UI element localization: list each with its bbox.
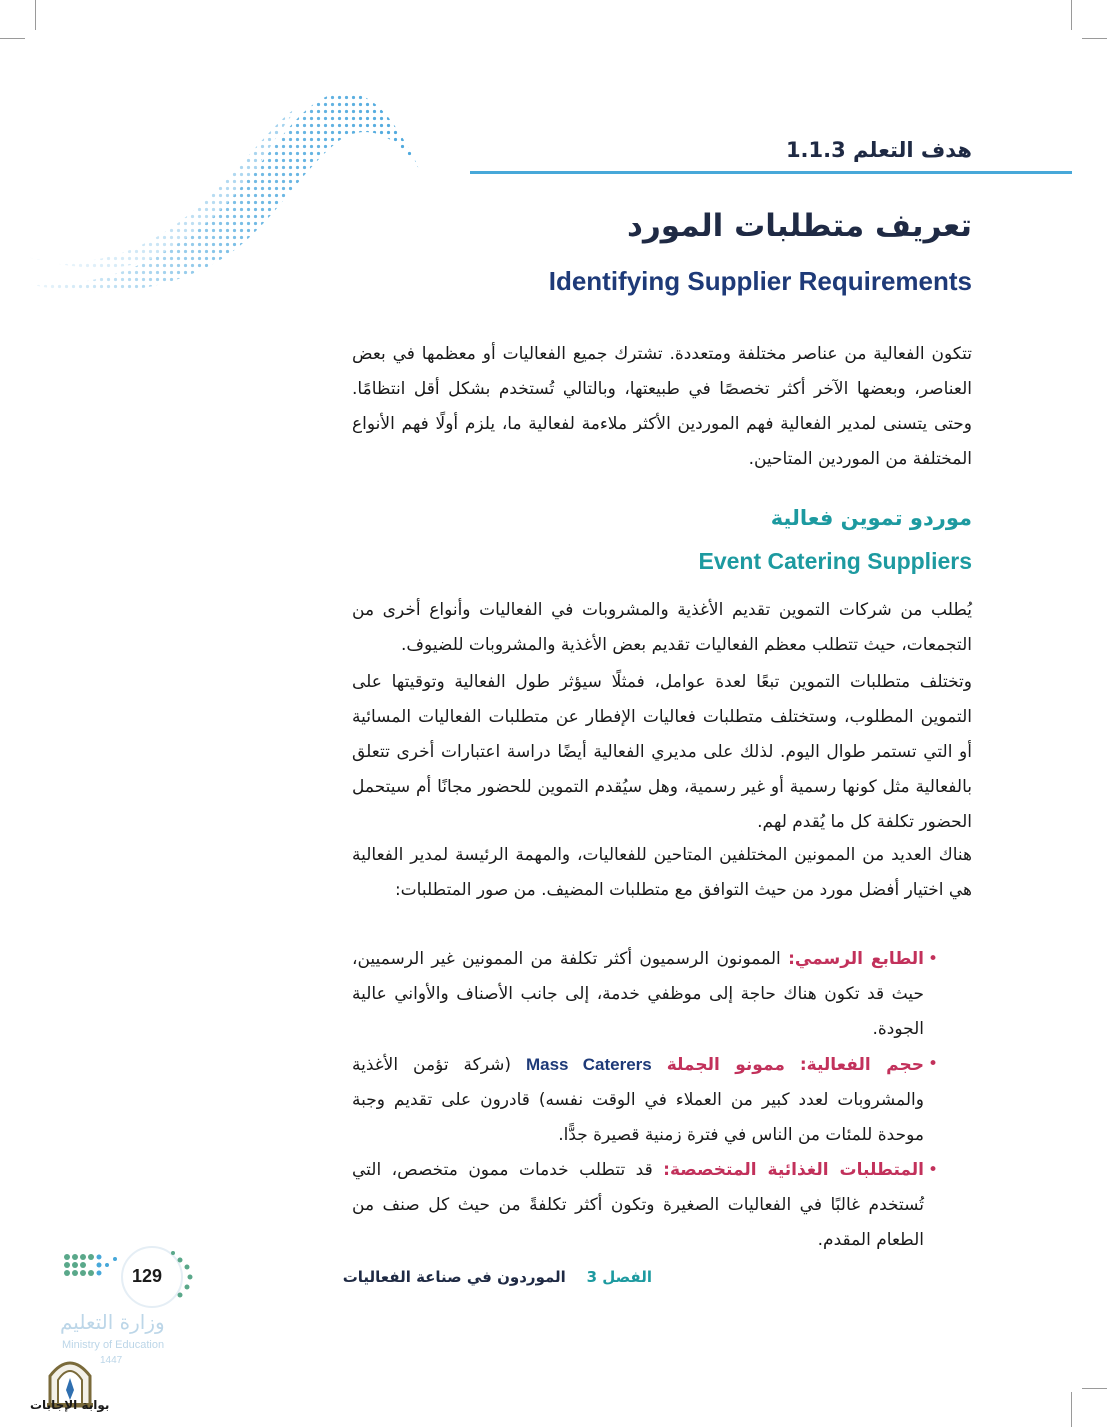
header-rule [470, 171, 1072, 174]
bullet-term: المتطلبات الغذائية المتخصصة: [663, 1160, 924, 1180]
section-title-en: Event Catering Suppliers [698, 548, 972, 574]
ministry-name-ar: وزارة التعليم [60, 1310, 165, 1334]
requirements-list [352, 942, 972, 1258]
chapter-title: الموردون في صناعة الفعاليات [342, 1268, 566, 1286]
watermark-label: بوابة الإجابات [30, 1398, 110, 1412]
page-footer [343, 1268, 652, 1286]
list-item [352, 942, 972, 1047]
page-title-en: Identifying Supplier Requirements [548, 266, 972, 296]
bullet-term: حجم الفعالية: [799, 1055, 924, 1075]
intro-paragraph: تتكون الفعالية من عناصر مختلفة ومتعددة. تشترك جميع الفعاليات أو معظمها في بعض العناصر، وبعضها الآخر أكثر تخصصًا في طبيعتها، وبالتالي تُستخدم بشكل أقل انتظامًا. وحتى يتسنى لمدير الفعالية فهم الموردين الأكثر ملاءمة لفعالية ما، يلزم أولًا فهم الأنواع المختلفة من الموردين المتاحين. [352, 344, 972, 469]
catering-paragraph-1: يُطلب من شركات التموين تقديم الأغذية والمشروبات في الفعاليات وأنواع أخرى من التجمعات، حيث تتطلب معظم الفعاليات تقديم بعض الأغذية والمشروبات للضيوف. [352, 600, 972, 655]
bullet-icon: • [927, 949, 938, 969]
ministry-name-en: Ministry of Education [62, 1339, 165, 1351]
catering-paragraph-2: وتختلف متطلبات التموين تبعًا لعدة عوامل، فمثلًا سيؤثر طول الفعالية وتوقيتها على التموين المطلوب، وستختلف متطلبات فعاليات الإفطار عن متطلبات الفعاليات المسائية أو التي تستمر طوال اليوم. لذلك على مديري الفعالية أيضًا دراسة اعتبارات أخرى تتعلق بالفعالية مثل كونها رسمية أو غير رسمية، وهل سيُقدم التموين للحضور مجانًا أم سيتحمل الحضور تكلفة كل ما يُقدم لهم. [352, 672, 972, 832]
learning-goal [786, 138, 972, 162]
chapter-label: الفصل 3 [586, 1268, 652, 1286]
list-item [352, 1153, 972, 1258]
bullet-term-secondary: ممونو الجملة [666, 1055, 785, 1075]
crop-mark [0, 38, 25, 39]
catering-paragraph-3: هناك العديد من الممونين المختلفين المتاحين للفعاليات، والمهمة الرئيسة لمدير الفعالية هي اختيار أفضل مورد من حيث التوافق مع متطلبات المضيف. من صور المتطلبات: [352, 845, 972, 900]
bullet-icon: • [927, 1054, 938, 1074]
bullet-text: قد تتطلب خدمات ممون متخصص، التي تُستخدم غالبًا في الفعاليات الصغيرة وتكون أكثر تكلفةً من حيث كل صنف من الطعام المقدم. [352, 1160, 924, 1250]
page-title-ar: تعريف متطلبات المورد [627, 208, 972, 244]
crop-mark [35, 0, 36, 30]
bullet-term-en: Mass Caterers [525, 1055, 652, 1074]
ministry-year: 1447 [100, 1355, 123, 1366]
bullet-term: الطابع الرسمي: [788, 949, 924, 969]
decorative-dot-wave [0, 80, 460, 310]
page-number: 129 [132, 1266, 163, 1286]
learning-goal-label: هدف التعلم 1.1.3 [785, 138, 972, 162]
section-title-ar: موردو تموين فعالية [770, 506, 972, 530]
crop-mark [1082, 1388, 1107, 1389]
list-item [352, 1047, 972, 1153]
bullet-text: (شركة تؤمن الأغذية والمشروبات لعدد كبير من العملاء في الوقت نفسه) قادرون على تقديم وجبة موحدة للمئات من الناس في فترة زمنية قصيرة جدًّا. [352, 1055, 924, 1145]
bullet-icon: • [927, 1160, 938, 1180]
crop-mark [1082, 38, 1107, 39]
crop-mark [1071, 1392, 1072, 1427]
bullet-text: الممونون الرسميون أكثر تكلفة من الممونين غير الرسميين، حيث قد تكون هناك حاجة إلى موظفي خدمة، إلى جانب الأصناف والأواني عالية الجودة. [352, 949, 924, 1039]
crop-mark [1071, 0, 1072, 30]
